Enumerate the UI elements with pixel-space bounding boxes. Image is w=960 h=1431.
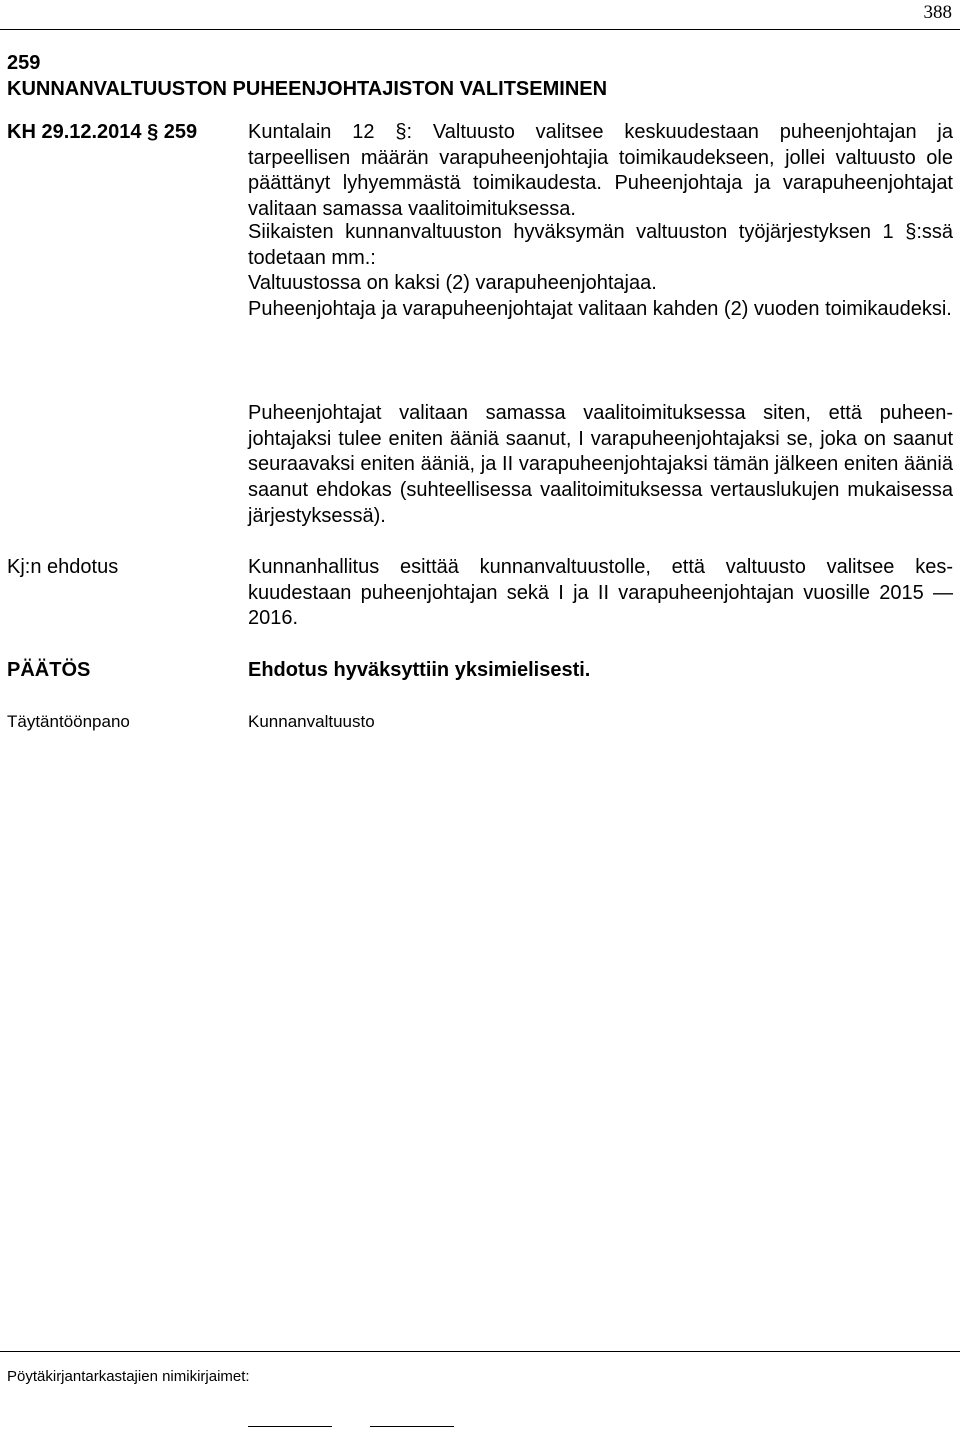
meeting-reference: KH 29.12.2014 § 259 bbox=[7, 121, 198, 143]
decision-text bbox=[248, 658, 953, 684]
paragraph-text: Siikaisten kunnanvaltuuston hyväksymän valtuuston työjärjestyksen 1 §:ssä todetaan mm.: bbox=[248, 221, 953, 269]
body-paragraph-1 bbox=[248, 120, 953, 223]
initials-line-1 bbox=[248, 1426, 332, 1427]
paragraph-text: Ehdotus hyväksyttiin yksimielisesti. bbox=[248, 659, 591, 681]
execution-text bbox=[248, 709, 953, 735]
body-paragraph-2 bbox=[248, 220, 953, 323]
footer-initials-label: Pöytäkirjantarkastajien nimikirjaimet: bbox=[7, 1368, 250, 1385]
paragraph-text: Kunnanhallitus esittää kunnanvaltuustolle, että valtuusto valitsee keskuudestaan puheenjohtajan sekä I ja II varapuheenjohtajan vuosille 2015 — 2016. bbox=[248, 556, 953, 630]
paragraph-text: Kunnanvaltuusto bbox=[248, 712, 375, 731]
header-divider bbox=[0, 29, 960, 30]
proposal-text bbox=[248, 555, 953, 632]
decision-label: PÄÄTÖS bbox=[7, 659, 91, 681]
body-paragraph-3 bbox=[248, 401, 953, 530]
paragraph-text: Puheenjohtaja ja varapuheenjohtajat valitaan kahden (2) vuoden toimikaudeksi. bbox=[248, 298, 952, 321]
execution-label: Täytäntöönpano bbox=[7, 712, 130, 731]
paragraph-text: Puheenjohtajat valitaan samassa vaalitoimituksessa siten, että puheenjohtajaksi tulee eniten ääniä saanut, I varapuheenjohtajaksi se, joka on saanut seuraavaksi eniten ääniä, ja II varapuheenjohtajaksi tämän jälkeen eniten ääniä saanut ehdokas (suhteellisessa vaalitoimituksessa vertauslukujen mukaisessa järjestyksessä). bbox=[248, 402, 953, 527]
footer-divider bbox=[0, 1351, 960, 1352]
paragraph-text: Valtuustossa on kaksi (2) varapuheenjohtajaa. bbox=[248, 272, 657, 295]
section-number: 259 bbox=[7, 52, 41, 74]
initials-line-2 bbox=[370, 1426, 454, 1427]
paragraph-text: Kuntalain 12 §: Valtuusto valitsee keskuudestaan puheenjohtajan ja tarpeellisen määrän varapuheenjohtajia toimikaudekseen, jollei valtuusto ole päättänyt lyhyemmästä toimikaudesta. Puheenjohtaja ja varapuheenjohtajat valitaan samassa vaalitoimituksessa. bbox=[248, 121, 953, 221]
section-title: KUNNANVALTUUSTON PUHEENJOHTAJISTON VALITSEMINEN bbox=[7, 78, 608, 100]
page-number: 388 bbox=[923, 2, 952, 23]
proposal-label: Kj:n ehdotus bbox=[7, 556, 119, 578]
